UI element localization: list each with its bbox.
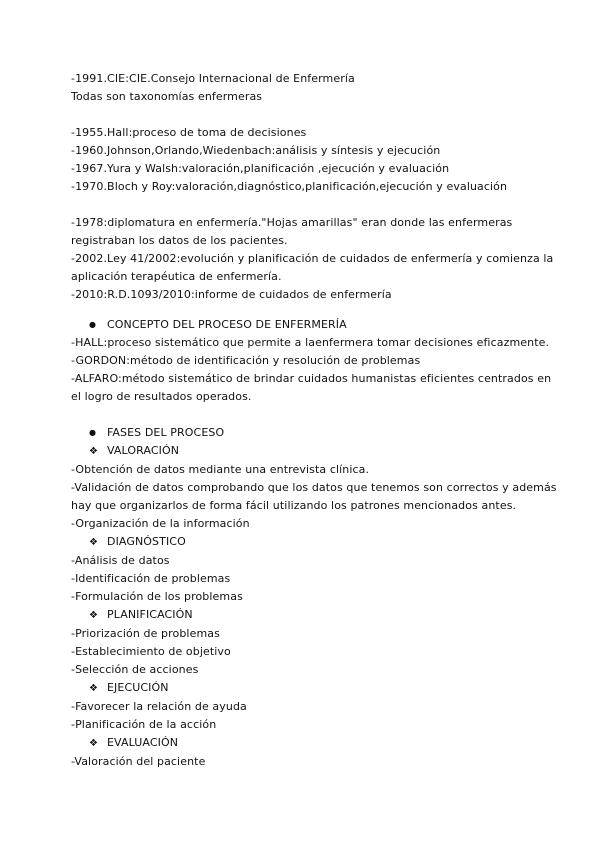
text-line: registraban los datos de los pacientes. [71, 234, 288, 247]
text-line: -Obtención de datos mediante una entrevista clínica. [71, 463, 370, 476]
subheading-planificacion [71, 606, 560, 625]
heading-text: CONCEPTO DEL PROCESO DE ENFERMERÍA [107, 318, 347, 331]
diamond-icon: ❖ [89, 446, 99, 457]
text-line: -Validación de datos comprobando que los datos que tenemos son correctos y además [71, 481, 557, 494]
text-line: -1960.Johnson,Orlando,Wiedenbach:análisis y síntesis y ejecución [71, 144, 441, 157]
paragraph-gap [71, 196, 560, 214]
diamond-icon: ❖ [89, 738, 99, 749]
text-line: hay que organizarlos de forma fácil utilizando los patrones mencionados antes. [71, 499, 517, 512]
text-line: -1967.Yura y Walsh:valoración,planificación ,ejecución y evaluación [71, 162, 450, 175]
subheading-diagnostico [71, 533, 560, 552]
text-line: -ALFARO:método sistemático de brindar cuidados humanistas eficientes centrados en [71, 372, 552, 385]
subheading-text: EVALUACIÓN [107, 736, 179, 749]
text-line: -Formulación de los problemas [71, 590, 243, 603]
subheading-ejecucion [71, 679, 560, 698]
text-line: Todas son taxonomías enfermeras [71, 90, 263, 103]
text-line: -2002.Ley 41/2002:evolución y planificación de cuidados de enfermería y comienza la [71, 252, 554, 265]
paragraph-gap [71, 304, 560, 316]
heading-text: FASES DEL PROCESO [107, 426, 225, 439]
subheading-text: PLANIFICACIÓN [107, 608, 193, 621]
text-line: -2010:R.D.1093/2010:informe de cuidados de enfermería [71, 288, 392, 301]
diamond-icon: ❖ [89, 610, 99, 621]
text-line: -Establecimiento de objetivo [71, 645, 231, 658]
subheading-valoracion [71, 442, 560, 461]
paragraph-gap [71, 406, 560, 424]
text-line: aplicación terapéutica de enfermería. [71, 270, 282, 283]
text-line: -1978:diplomatura en enfermería."Hojas amarillas" eran donde las enfermeras [71, 216, 513, 229]
subheading-text: DIAGNÓSTICO [107, 535, 186, 548]
text-line: el logro de resultados operados. [71, 390, 252, 403]
subheading-evaluacion [71, 734, 560, 753]
text-line: -Análisis de datos [71, 554, 170, 567]
text-line: -Identificación de problemas [71, 572, 231, 585]
diamond-icon: ❖ [89, 683, 99, 694]
text-line: -GORDON:método de identificación y resolución de problemas [71, 354, 421, 367]
text-line: -Favorecer la relación de ayuda [71, 700, 247, 713]
subheading-text: VALORACIÓN [107, 444, 180, 457]
subheading-text: EJECUCIÓN [107, 681, 169, 694]
section-heading-concepto [71, 316, 560, 334]
bullet-icon: ● [89, 320, 97, 329]
text-line: -1991.CIE:CIE.Consejo Internacional de Enfermería [71, 72, 355, 85]
text-line: -1970.Bloch y Roy:valoración,diagnóstico,planificación,ejecución y evaluación [71, 180, 508, 193]
text-line: -Planificación de la acción [71, 718, 217, 731]
diamond-icon: ❖ [89, 537, 99, 548]
section-heading-fases [71, 424, 560, 442]
text-line: -1955.Hall:proceso de toma de decisiones [71, 126, 307, 139]
paragraph-gap [71, 106, 560, 124]
text-line: -Priorización de problemas [71, 627, 220, 640]
text-line: -Selección de acciones [71, 663, 199, 676]
text-line: -HALL:proceso sistemático que permite a laenfermera tomar decisiones eficazmente. [71, 336, 550, 349]
text-line: -Valoración del paciente [71, 755, 206, 768]
text-line: -Organización de la información [71, 517, 250, 530]
bullet-icon: ● [89, 428, 97, 437]
